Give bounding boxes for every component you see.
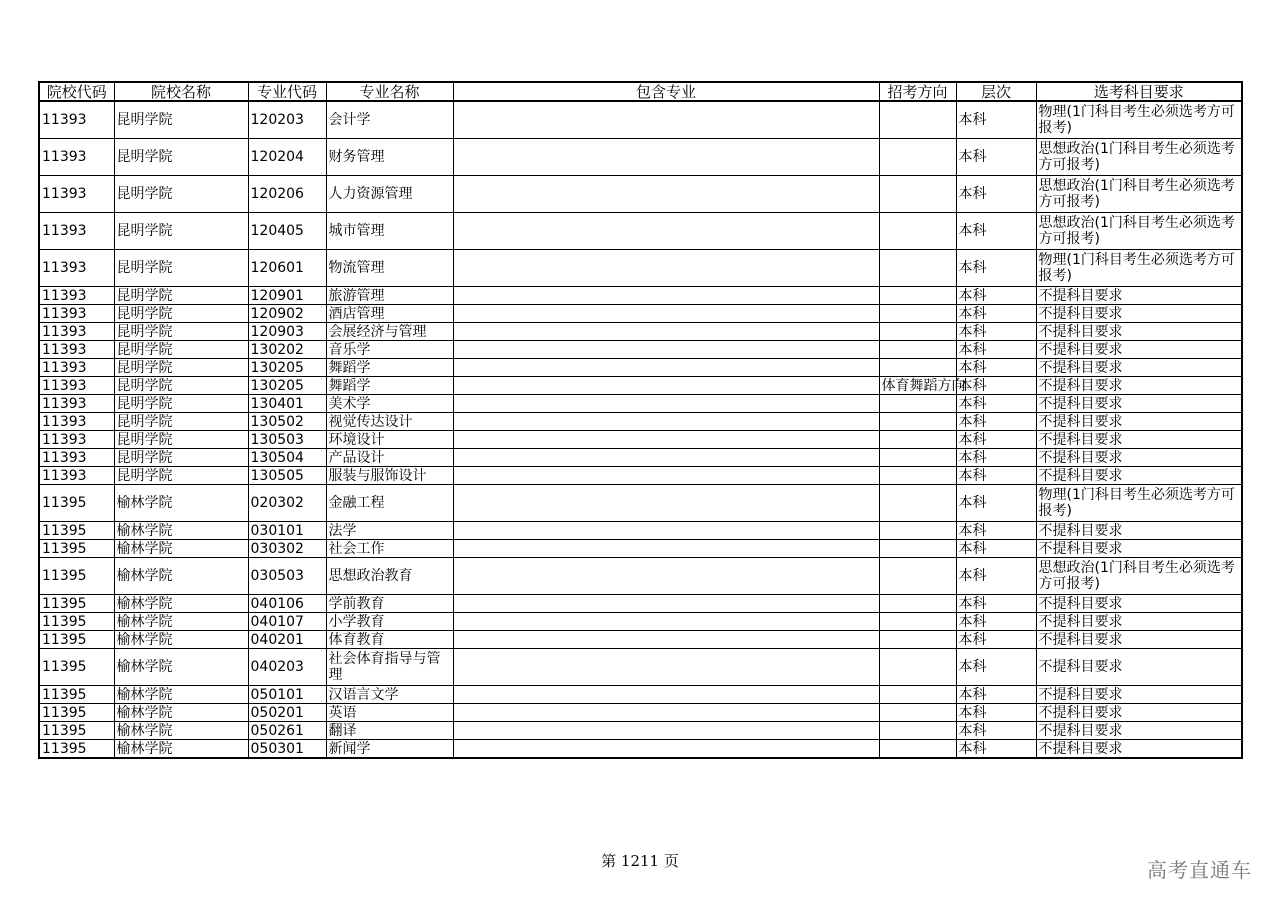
table-row — [39, 613, 1242, 631]
cell-subject-requirement: 不提科目要求 — [1036, 413, 1242, 431]
table-row — [39, 213, 1242, 250]
cell-major-name: 城市管理 — [326, 213, 453, 250]
cell-level: 本科 — [956, 449, 1036, 467]
cell-included-majors — [453, 139, 879, 176]
header-row — [39, 82, 1242, 101]
cell-major-code: 030101 — [248, 522, 326, 540]
cell-school-code: 11393 — [39, 323, 114, 341]
cell-major-name: 酒店管理 — [326, 305, 453, 323]
table-row — [39, 649, 1242, 686]
cell-level: 本科 — [956, 341, 1036, 359]
cell-level: 本科 — [956, 359, 1036, 377]
cell-major-name: 财务管理 — [326, 139, 453, 176]
cell-subject-requirement: 不提科目要求 — [1036, 341, 1242, 359]
cell-subject-requirement: 思想政治(1门科目考生必须选考方可报考) — [1036, 176, 1242, 213]
cell-major-code: 120405 — [248, 213, 326, 250]
cell-included-majors — [453, 395, 879, 413]
cell-major-name: 法学 — [326, 522, 453, 540]
cell-direction: 体育舞蹈方向 — [879, 377, 956, 395]
cell-major-name: 社会体育指导与管理 — [326, 649, 453, 686]
cell-level: 本科 — [956, 139, 1036, 176]
cell-major-code: 130502 — [248, 413, 326, 431]
cell-school-code: 11393 — [39, 139, 114, 176]
header-major-code: 专业代码 — [248, 82, 326, 101]
cell-direction — [879, 250, 956, 287]
cell-school-code: 11393 — [39, 250, 114, 287]
cell-major-name: 产品设计 — [326, 449, 453, 467]
cell-direction — [879, 631, 956, 649]
table-header — [39, 82, 1242, 101]
cell-major-name: 英语 — [326, 704, 453, 722]
cell-level: 本科 — [956, 631, 1036, 649]
cell-included-majors — [453, 213, 879, 250]
cell-included-majors — [453, 341, 879, 359]
cell-major-code: 050101 — [248, 686, 326, 704]
cell-school-code: 11395 — [39, 485, 114, 522]
cell-level: 本科 — [956, 522, 1036, 540]
cell-school-code: 11395 — [39, 631, 114, 649]
cell-included-majors — [453, 649, 879, 686]
cell-included-majors — [453, 101, 879, 139]
cell-school-code: 11393 — [39, 431, 114, 449]
cell-school-code: 11395 — [39, 649, 114, 686]
cell-direction — [879, 431, 956, 449]
cell-school-name: 昆明学院 — [114, 377, 248, 395]
cell-major-name: 学前教育 — [326, 595, 453, 613]
cell-subject-requirement: 不提科目要求 — [1036, 323, 1242, 341]
cell-major-code: 120903 — [248, 323, 326, 341]
cell-included-majors — [453, 467, 879, 485]
cell-major-name: 舞蹈学 — [326, 359, 453, 377]
header-included-majors: 包含专业 — [453, 82, 879, 101]
cell-school-code: 11393 — [39, 467, 114, 485]
cell-included-majors — [453, 287, 879, 305]
cell-subject-requirement: 不提科目要求 — [1036, 377, 1242, 395]
cell-direction — [879, 176, 956, 213]
cell-included-majors — [453, 176, 879, 213]
cell-school-name: 榆林学院 — [114, 613, 248, 631]
cell-direction — [879, 613, 956, 631]
cell-direction — [879, 595, 956, 613]
cell-direction — [879, 649, 956, 686]
cell-level: 本科 — [956, 377, 1036, 395]
cell-major-code: 130505 — [248, 467, 326, 485]
cell-included-majors — [453, 522, 879, 540]
cell-level: 本科 — [956, 704, 1036, 722]
cell-included-majors — [453, 704, 879, 722]
table-row — [39, 305, 1242, 323]
cell-direction — [879, 558, 956, 595]
cell-subject-requirement: 不提科目要求 — [1036, 395, 1242, 413]
cell-direction — [879, 704, 956, 722]
cell-major-name: 会展经济与管理 — [326, 323, 453, 341]
cell-major-name: 体育教育 — [326, 631, 453, 649]
table-row — [39, 467, 1242, 485]
cell-school-name: 榆林学院 — [114, 649, 248, 686]
table-row — [39, 704, 1242, 722]
cell-major-name: 音乐学 — [326, 341, 453, 359]
cell-school-name: 昆明学院 — [114, 305, 248, 323]
cell-included-majors — [453, 540, 879, 558]
cell-major-code: 130401 — [248, 395, 326, 413]
cell-subject-requirement: 物理(1门科目考生必须选考方可报考) — [1036, 485, 1242, 522]
cell-major-code: 050261 — [248, 722, 326, 740]
cell-level: 本科 — [956, 485, 1036, 522]
cell-school-code: 11393 — [39, 341, 114, 359]
cell-included-majors — [453, 631, 879, 649]
header-level: 层次 — [956, 82, 1036, 101]
cell-major-code: 030503 — [248, 558, 326, 595]
cell-school-code: 11393 — [39, 395, 114, 413]
table-row — [39, 139, 1242, 176]
cell-direction — [879, 287, 956, 305]
header-school-code: 院校代码 — [39, 82, 114, 101]
cell-school-code: 11393 — [39, 213, 114, 250]
cell-school-name: 榆林学院 — [114, 704, 248, 722]
cell-level: 本科 — [956, 540, 1036, 558]
cell-direction — [879, 359, 956, 377]
cell-subject-requirement: 不提科目要求 — [1036, 722, 1242, 740]
cell-subject-requirement: 不提科目要求 — [1036, 540, 1242, 558]
cell-school-name: 昆明学院 — [114, 213, 248, 250]
cell-school-name: 昆明学院 — [114, 449, 248, 467]
cell-subject-requirement: 思想政治(1门科目考生必须选考方可报考) — [1036, 213, 1242, 250]
cell-subject-requirement: 不提科目要求 — [1036, 431, 1242, 449]
cell-direction — [879, 101, 956, 139]
cell-included-majors — [453, 377, 879, 395]
cell-school-code: 11395 — [39, 740, 114, 759]
cell-level: 本科 — [956, 467, 1036, 485]
cell-subject-requirement: 不提科目要求 — [1036, 704, 1242, 722]
table-row — [39, 395, 1242, 413]
table-row — [39, 485, 1242, 522]
cell-school-code: 11395 — [39, 613, 114, 631]
cell-major-code: 050201 — [248, 704, 326, 722]
table-row — [39, 722, 1242, 740]
cell-school-code: 11393 — [39, 413, 114, 431]
cell-subject-requirement: 不提科目要求 — [1036, 631, 1242, 649]
cell-major-code: 120203 — [248, 101, 326, 139]
cell-included-majors — [453, 431, 879, 449]
cell-included-majors — [453, 485, 879, 522]
cell-major-code: 120601 — [248, 250, 326, 287]
cell-level: 本科 — [956, 101, 1036, 139]
cell-subject-requirement: 不提科目要求 — [1036, 467, 1242, 485]
cell-subject-requirement: 思想政治(1门科目考生必须选考方可报考) — [1036, 558, 1242, 595]
cell-major-code: 130205 — [248, 377, 326, 395]
cell-major-code: 120902 — [248, 305, 326, 323]
table-row — [39, 740, 1242, 759]
cell-school-code: 11395 — [39, 722, 114, 740]
cell-level: 本科 — [956, 395, 1036, 413]
cell-major-name: 汉语言文学 — [326, 686, 453, 704]
table-row — [39, 359, 1242, 377]
cell-school-name: 昆明学院 — [114, 101, 248, 139]
table-row — [39, 558, 1242, 595]
cell-included-majors — [453, 558, 879, 595]
cell-school-name: 榆林学院 — [114, 485, 248, 522]
cell-subject-requirement: 物理(1门科目考生必须选考方可报考) — [1036, 101, 1242, 139]
cell-major-code: 120206 — [248, 176, 326, 213]
cell-direction — [879, 213, 956, 250]
table-row — [39, 413, 1242, 431]
cell-level: 本科 — [956, 558, 1036, 595]
cell-major-name: 新闻学 — [326, 740, 453, 759]
table-row — [39, 323, 1242, 341]
cell-subject-requirement: 思想政治(1门科目考生必须选考方可报考) — [1036, 139, 1242, 176]
cell-school-name: 昆明学院 — [114, 287, 248, 305]
cell-major-name: 舞蹈学 — [326, 377, 453, 395]
cell-included-majors — [453, 722, 879, 740]
cell-school-code: 11395 — [39, 595, 114, 613]
cell-major-name: 环境设计 — [326, 431, 453, 449]
cell-school-name: 昆明学院 — [114, 413, 248, 431]
cell-included-majors — [453, 449, 879, 467]
cell-major-name: 物流管理 — [326, 250, 453, 287]
cell-school-code: 11393 — [39, 449, 114, 467]
cell-level: 本科 — [956, 305, 1036, 323]
cell-level: 本科 — [956, 431, 1036, 449]
cell-major-name: 人力资源管理 — [326, 176, 453, 213]
cell-major-code: 040107 — [248, 613, 326, 631]
cell-subject-requirement: 不提科目要求 — [1036, 287, 1242, 305]
cell-subject-requirement: 不提科目要求 — [1036, 686, 1242, 704]
table-row — [39, 431, 1242, 449]
cell-included-majors — [453, 613, 879, 631]
cell-major-code: 050301 — [248, 740, 326, 759]
cell-school-name: 昆明学院 — [114, 250, 248, 287]
cell-school-code: 11395 — [39, 704, 114, 722]
watermark-text: 高考直通车 — [1147, 858, 1252, 882]
cell-direction — [879, 413, 956, 431]
cell-level: 本科 — [956, 740, 1036, 759]
cell-level: 本科 — [956, 176, 1036, 213]
cell-school-name: 昆明学院 — [114, 359, 248, 377]
cell-school-code: 11393 — [39, 359, 114, 377]
cell-included-majors — [453, 595, 879, 613]
cell-level: 本科 — [956, 595, 1036, 613]
header-school-name: 院校名称 — [114, 82, 248, 101]
header-subject-requirement: 选考科目要求 — [1036, 82, 1242, 101]
cell-subject-requirement: 不提科目要求 — [1036, 649, 1242, 686]
cell-subject-requirement: 不提科目要求 — [1036, 595, 1242, 613]
cell-school-name: 榆林学院 — [114, 631, 248, 649]
admission-table — [38, 81, 1243, 759]
cell-major-code: 040201 — [248, 631, 326, 649]
cell-included-majors — [453, 250, 879, 287]
cell-major-code: 030302 — [248, 540, 326, 558]
cell-major-name: 会计学 — [326, 101, 453, 139]
cell-school-name: 榆林学院 — [114, 595, 248, 613]
cell-level: 本科 — [956, 213, 1036, 250]
cell-direction — [879, 740, 956, 759]
cell-school-name: 昆明学院 — [114, 139, 248, 176]
cell-major-name: 思想政治教育 — [326, 558, 453, 595]
cell-major-code: 040203 — [248, 649, 326, 686]
cell-subject-requirement: 不提科目要求 — [1036, 449, 1242, 467]
page-number: 第 1211 页 — [601, 852, 679, 870]
cell-included-majors — [453, 413, 879, 431]
cell-direction — [879, 522, 956, 540]
table-row — [39, 522, 1242, 540]
cell-school-code: 11393 — [39, 287, 114, 305]
header-direction: 招考方向 — [879, 82, 956, 101]
cell-level: 本科 — [956, 686, 1036, 704]
table-row — [39, 250, 1242, 287]
cell-major-code: 120204 — [248, 139, 326, 176]
cell-school-code: 11393 — [39, 377, 114, 395]
cell-included-majors — [453, 305, 879, 323]
cell-school-code: 11395 — [39, 558, 114, 595]
cell-direction — [879, 540, 956, 558]
cell-level: 本科 — [956, 413, 1036, 431]
cell-included-majors — [453, 323, 879, 341]
cell-school-name: 榆林学院 — [114, 522, 248, 540]
cell-included-majors — [453, 740, 879, 759]
cell-included-majors — [453, 359, 879, 377]
table-body — [39, 101, 1242, 758]
cell-subject-requirement: 不提科目要求 — [1036, 305, 1242, 323]
cell-major-code: 120901 — [248, 287, 326, 305]
cell-major-code: 130504 — [248, 449, 326, 467]
cell-direction — [879, 395, 956, 413]
cell-major-code: 130202 — [248, 341, 326, 359]
cell-major-code: 040106 — [248, 595, 326, 613]
cell-direction — [879, 449, 956, 467]
cell-school-code: 11393 — [39, 101, 114, 139]
cell-direction — [879, 341, 956, 359]
cell-school-name: 榆林学院 — [114, 740, 248, 759]
table-row — [39, 101, 1242, 139]
cell-major-name: 翻译 — [326, 722, 453, 740]
cell-school-code: 11395 — [39, 540, 114, 558]
cell-major-name: 视觉传达设计 — [326, 413, 453, 431]
cell-major-code: 130205 — [248, 359, 326, 377]
cell-subject-requirement: 不提科目要求 — [1036, 740, 1242, 759]
table-row — [39, 631, 1242, 649]
cell-level: 本科 — [956, 722, 1036, 740]
cell-school-name: 榆林学院 — [114, 686, 248, 704]
cell-level: 本科 — [956, 287, 1036, 305]
cell-school-name: 榆林学院 — [114, 540, 248, 558]
cell-major-name: 小学教育 — [326, 613, 453, 631]
cell-direction — [879, 467, 956, 485]
cell-direction — [879, 139, 956, 176]
table-row — [39, 595, 1242, 613]
cell-major-name: 服装与服饰设计 — [326, 467, 453, 485]
cell-school-name: 昆明学院 — [114, 431, 248, 449]
cell-school-name: 昆明学院 — [114, 341, 248, 359]
table-row — [39, 449, 1242, 467]
cell-subject-requirement: 物理(1门科目考生必须选考方可报考) — [1036, 250, 1242, 287]
cell-school-name: 榆林学院 — [114, 558, 248, 595]
cell-direction — [879, 722, 956, 740]
cell-school-code: 11395 — [39, 522, 114, 540]
cell-direction — [879, 686, 956, 704]
cell-school-name: 昆明学院 — [114, 176, 248, 213]
table-row — [39, 176, 1242, 213]
cell-direction — [879, 485, 956, 522]
cell-level: 本科 — [956, 250, 1036, 287]
cell-major-name: 金融工程 — [326, 485, 453, 522]
cell-level: 本科 — [956, 649, 1036, 686]
cell-subject-requirement: 不提科目要求 — [1036, 522, 1242, 540]
table-row — [39, 341, 1242, 359]
table-row — [39, 287, 1242, 305]
cell-school-name: 昆明学院 — [114, 467, 248, 485]
cell-level: 本科 — [956, 323, 1036, 341]
table-row — [39, 686, 1242, 704]
table-row — [39, 377, 1242, 395]
cell-school-name: 昆明学院 — [114, 395, 248, 413]
cell-subject-requirement: 不提科目要求 — [1036, 359, 1242, 377]
cell-major-name: 美术学 — [326, 395, 453, 413]
cell-major-code: 020302 — [248, 485, 326, 522]
table-row — [39, 540, 1242, 558]
cell-direction — [879, 305, 956, 323]
header-major-name: 专业名称 — [326, 82, 453, 101]
cell-school-code: 11393 — [39, 305, 114, 323]
cell-subject-requirement: 不提科目要求 — [1036, 613, 1242, 631]
cell-major-code: 130503 — [248, 431, 326, 449]
cell-school-name: 榆林学院 — [114, 722, 248, 740]
cell-major-name: 社会工作 — [326, 540, 453, 558]
cell-school-code: 11393 — [39, 176, 114, 213]
cell-school-name: 昆明学院 — [114, 323, 248, 341]
cell-direction — [879, 323, 956, 341]
cell-school-code: 11395 — [39, 686, 114, 704]
cell-major-name: 旅游管理 — [326, 287, 453, 305]
cell-level: 本科 — [956, 613, 1036, 631]
cell-included-majors — [453, 686, 879, 704]
